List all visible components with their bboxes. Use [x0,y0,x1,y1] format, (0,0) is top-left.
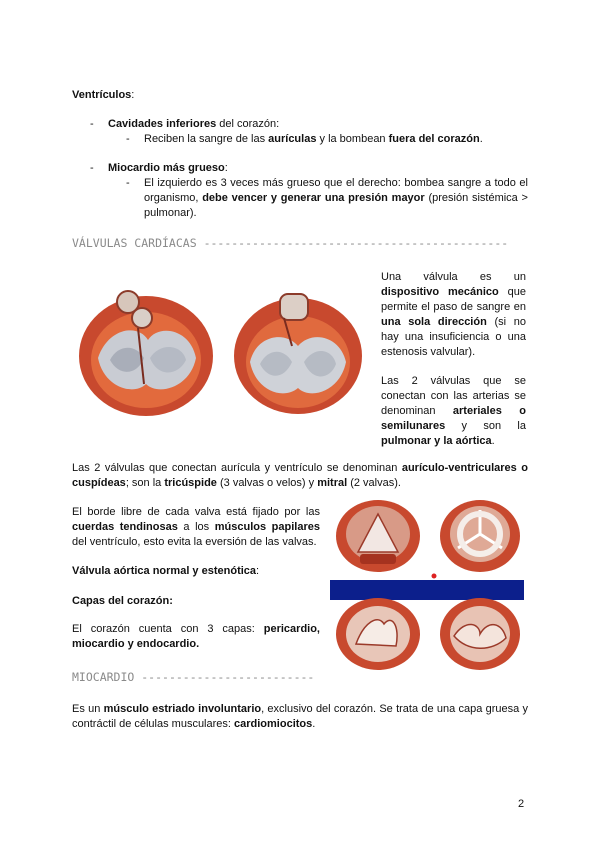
aortic-valve-stenotic-a [336,598,420,670]
valvula-definition: Una válvula es un dispositivo mecánico que permite el paso de sangre en una sola dirección (si no hay una insuficiencia o una estenosis valvular). [381,271,526,358]
sub-bullet-izquierdo: - El izquierdo es 3 veces más grueso que el derecho: bombea sangre a todo el organismo, debe vencer y generar una presión mayor (presión sistémica > pulmonar). [126,177,528,219]
aortic-valve-stenotic-b [440,598,520,670]
valvulas-heading: VÁLVULAS CARDÍACAS -------------------------------------------- [72,236,509,250]
valvulas-arteriales-text: Las 2 válvulas que se conectan con las arterias se denominan arteriales o semilunares y son la pulmonar y la aórtica. [381,375,526,447]
capas-text: El corazón cuenta con 3 capas: pericardio, miocardio y endocardio. [72,623,320,650]
borde-libre-text: El borde libre de cada valva está fijado por las cuerdas tendinosas a los músculos papilares del ventrículo, esto evita la eversión de las valvas. [72,506,320,548]
aortic-valve-normal-closed [336,500,420,572]
sub-bullet-reciben: - Reciben la sangre de las aurículas y la bombean fuera del corazón. [126,133,483,145]
page-number: 2 [518,798,525,810]
heart-section-left [79,291,213,416]
aortic-valve-normal-open [440,500,520,572]
valvulas-av-text: Las 2 válvulas que conectan aurícula y ventrículo se denominan aurículo-ventriculares o cuspídeas; son la tricúspide (3 valvas o velos) y mitral (2 valvas). [72,462,528,489]
ventriculos-title: Ventrículos: [72,89,135,101]
bullet-cavidades: - Cavidades inferiores del corazón: [90,118,280,130]
blue-band [330,580,524,600]
miocardio-heading: MIOCARDIO ------------------------- [72,670,315,684]
capas-title: Capas del corazón: [72,595,173,607]
heart-section-right [234,294,362,414]
red-mark [432,574,437,579]
aortic-valve-illustration [330,496,524,674]
aortica-label: Válvula aórtica normal y estenótica: [72,565,260,577]
heart-valves-illustration [78,288,368,424]
bullet-miocardio: - Miocardio más grueso: [90,162,228,174]
miocardio-text: Es un músculo estriado involuntario, exclusivo del corazón. Se trata de una capa gruesa y contráctil de células musculares: cardiomiocitos. [72,703,528,730]
